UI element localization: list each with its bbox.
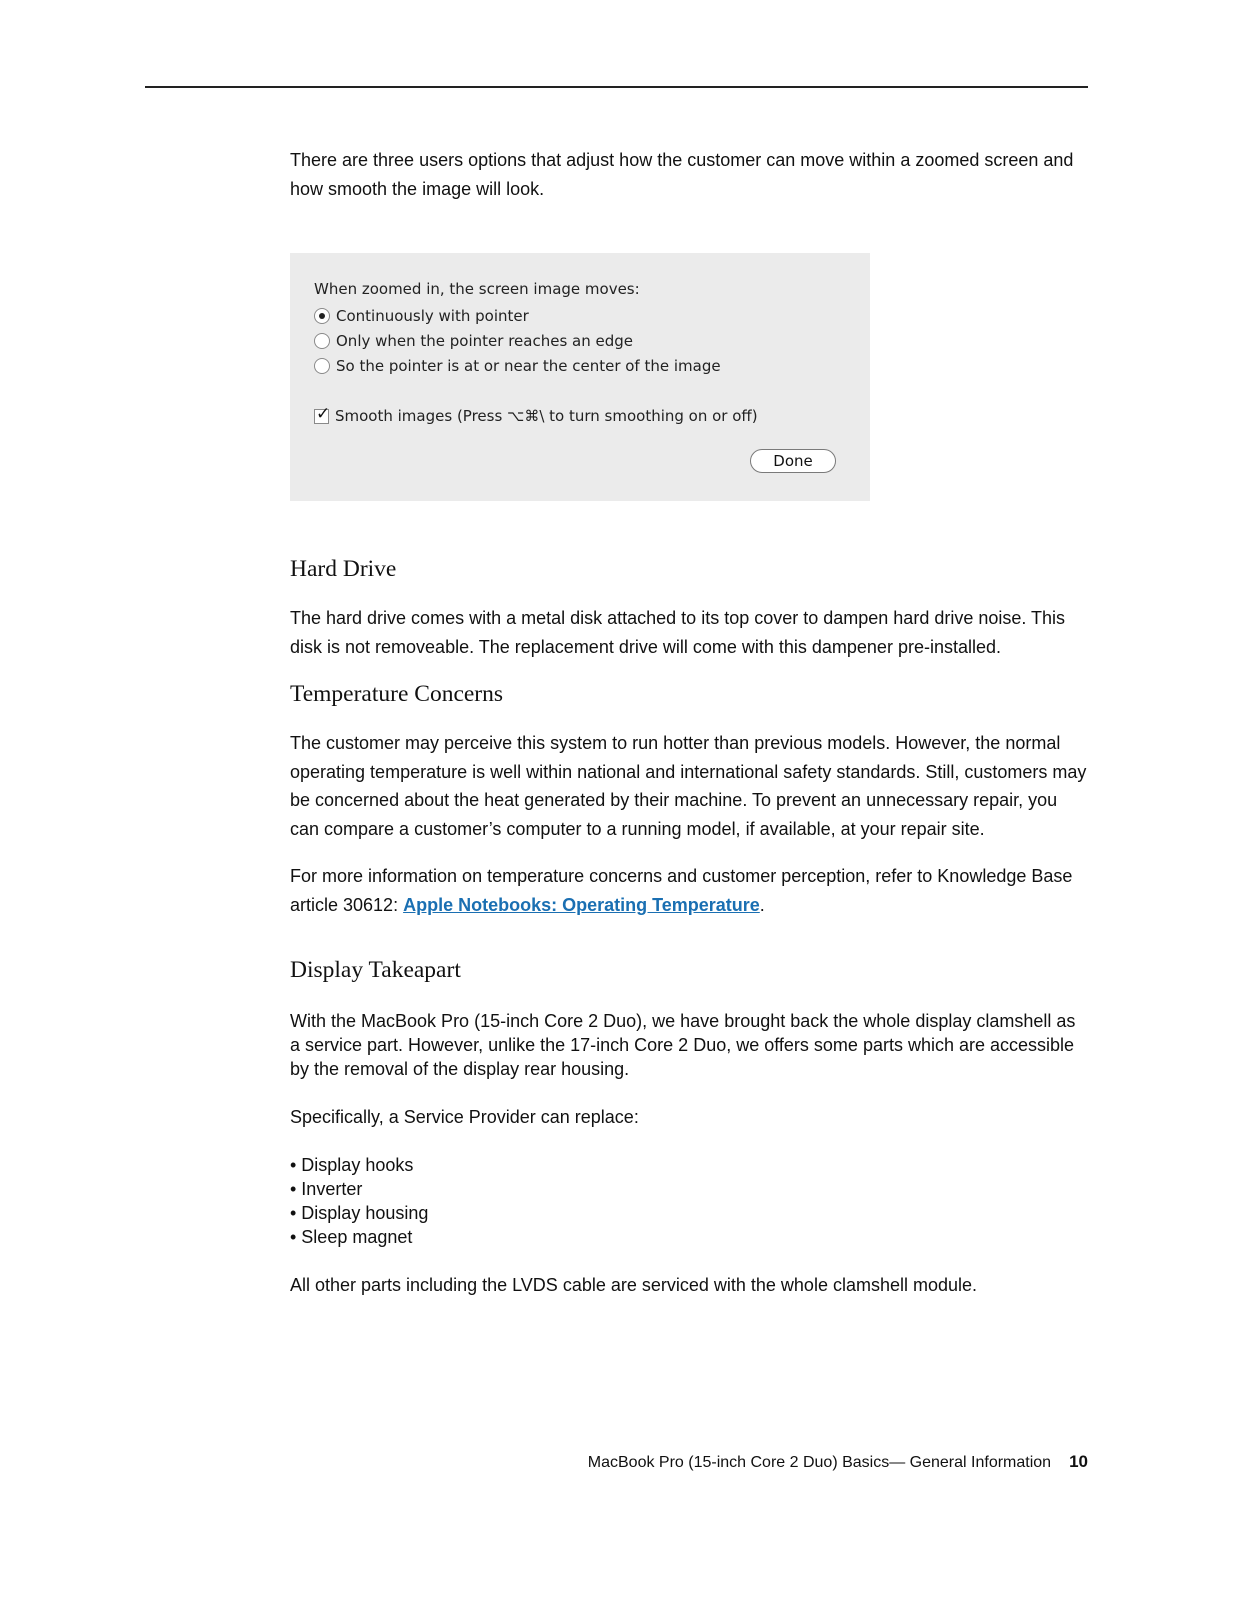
operating-temperature-link[interactable]: Apple Notebooks: Operating Temperature xyxy=(403,894,760,915)
list-item: • Display hooks xyxy=(290,1155,414,1175)
done-button[interactable]: Done xyxy=(750,449,836,473)
temperature-reference-paragraph xyxy=(290,862,1090,919)
hard-drive-heading: Hard Drive xyxy=(290,556,397,582)
radio-label: Continuously with pointer xyxy=(336,307,529,325)
display-heading: Display Takeapart xyxy=(290,957,461,983)
radio-continuously[interactable] xyxy=(314,307,529,325)
zoom-options-heading: When zoomed in, the screen image moves: xyxy=(314,280,640,298)
temperature-heading: Temperature Concerns xyxy=(290,681,504,707)
footer-title: MacBook Pro (15-inch Core 2 Duo) Basics— General Information xyxy=(587,1454,1052,1471)
list-item: • Inverter xyxy=(290,1179,363,1199)
radio-label: So the pointer is at or near the center of the image xyxy=(336,357,721,375)
zoom-options-screenshot xyxy=(290,253,870,501)
radio-label: Only when the pointer reaches an edge xyxy=(336,332,633,350)
reference-end: . xyxy=(759,894,765,915)
radio-edge[interactable] xyxy=(314,332,633,350)
intro-paragraph: There are three users options that adjust how the customer can move within a zoomed screen and how smooth the image will look. xyxy=(290,150,1074,199)
radio-unselected-icon xyxy=(314,358,330,374)
header-rule xyxy=(145,86,1088,88)
list-item: • Display housing xyxy=(290,1203,429,1223)
replaceable-intro: Specifically, a Service Provider can replace: xyxy=(290,1107,639,1127)
replaceable-parts-list xyxy=(290,1153,1090,1249)
page-number: 10 xyxy=(1069,1452,1088,1471)
checkbox-checked-icon: ✓ xyxy=(316,403,331,424)
page-content xyxy=(290,146,1090,1297)
radio-unselected-icon xyxy=(314,333,330,349)
display-paragraph: With the MacBook Pro (15-inch Core 2 Duo), we have brought back the whole display clamshell as a service part. However, unlike the 17-inch Core 2 Duo, we offers some parts which are accessible by the removal of the display rear housing. xyxy=(290,1011,1076,1079)
checkbox-label: Smooth images (Press ⌥⌘\ to turn smoothing on or off) xyxy=(335,407,758,425)
reference-text: For more information on temperature concerns and customer perception, refer to Knowledge Base article 30612: xyxy=(290,866,1073,915)
list-item: • Sleep magnet xyxy=(290,1227,413,1247)
radio-selected-icon xyxy=(314,308,330,324)
clamshell-paragraph: All other parts including the LVDS cable are serviced with the whole clamshell module. xyxy=(290,1275,978,1295)
hard-drive-paragraph: The hard drive comes with a metal disk attached to its top cover to dampen hard drive noise. This disk is not removeable. The replacement drive will come with this dampener pre-installed. xyxy=(290,608,1066,657)
radio-center[interactable] xyxy=(314,357,721,375)
smooth-images-checkbox[interactable] xyxy=(314,403,758,425)
page-footer xyxy=(0,1451,1088,1474)
temperature-paragraph: The customer may perceive this system to run hotter than previous models. However, the normal operating temperature is well within national and international safety standards. Still, customers may be concerned about the heat generated by their machine. To prevent an unnecessary repair, you can compare a customer’s computer to a running model, if available, at your repair site. xyxy=(290,733,1087,839)
